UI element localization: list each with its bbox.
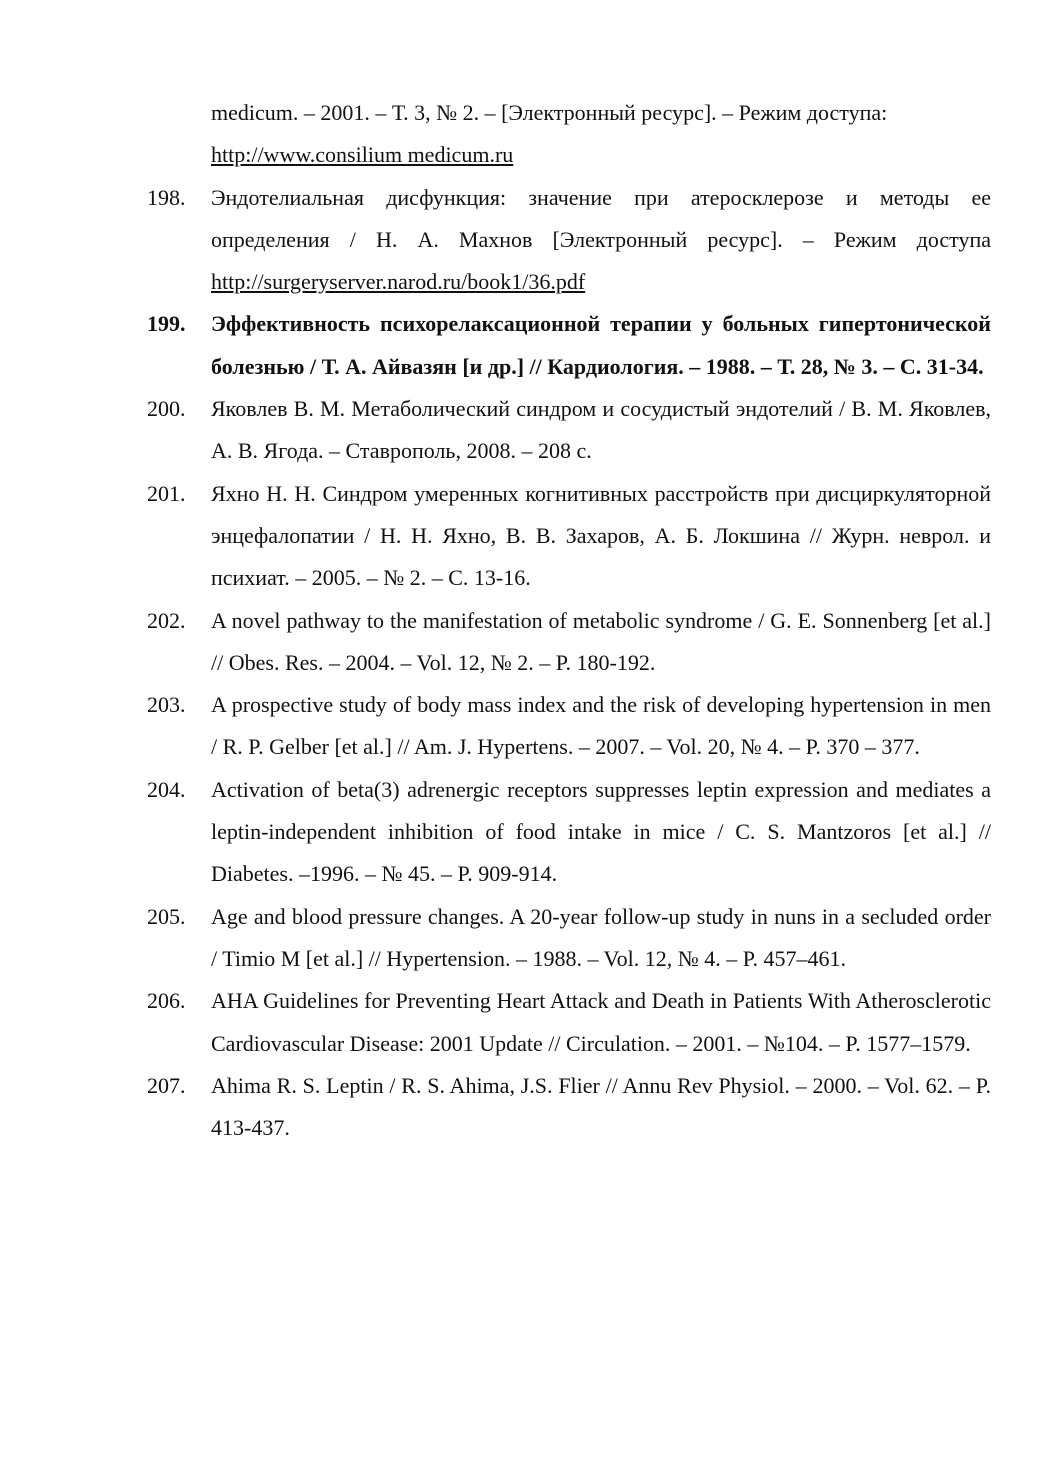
- reference-198: [147, 177, 991, 304]
- reference-text: Age and blood pressure changes. A 20-year follow-up study in nuns in a secluded order / Timio M [et al.] // Hypertension. – 1988. – Vol. 12, № 4. – P. 457–461.: [211, 903, 991, 971]
- reference-201: [147, 473, 991, 600]
- reference-body: medicum. – 2001. – Т. 3, № 2. – [Электронный ресурс]. – Режим доступа:: [211, 100, 888, 125]
- reference-203: [147, 684, 991, 769]
- reference-text: Ahima R. S. Leptin / R. S. Ahima, J.S. Flier // Annu Rev Physiol. – 2000. – Vol. 62. – P. 413-437.: [211, 1072, 991, 1141]
- reference-text: [211, 177, 991, 304]
- reference-number: 201.: [147, 480, 186, 506]
- reference-text: [211, 92, 991, 177]
- reference-200: [147, 388, 991, 473]
- reference-text: A prospective study of body mass index and the risk of developing hypertension in men / R. P. Gelber [et al.] // Am. J. Hypertens. – 2007. – Vol. 20, № 4. – P. 370 – 377.: [211, 692, 991, 760]
- reference-number: 207.: [147, 1072, 186, 1098]
- reference-number: 200.: [147, 396, 186, 422]
- reference-text: Яхно Н. Н. Синдром умеренных когнитивных расстройств при дисциркуляторной энцефалопатии / Н. Н. Яхно, В. В. Захаров, А. Б. Локшина // Журн. неврол. и психиат. – 2005. – № 2. – С. 13-16.: [211, 480, 991, 591]
- reference-199: [147, 303, 991, 388]
- reference-202: [147, 600, 991, 685]
- reference-206: [147, 980, 991, 1065]
- reference-text: Яковлев В. М. Метаболический синдром и сосудистый эндотелий / В. М. Яковлев, А. В. Ягода. – Ставрополь, 2008. – 208 с.: [211, 396, 991, 464]
- reference-number: 205.: [147, 903, 186, 929]
- reference-number: 202.: [147, 607, 186, 633]
- reference-text: Эффективность психорелаксационной терапии у больных гипертонической болезнью / Т. А. Айвазян [и др.] // Кардиология. – 1988. – Т. 28, № 3. – С. 31-34.: [211, 311, 991, 379]
- reference-text: Activation of beta(3) adrenergic receptors suppresses leptin expression and mediates a leptin-independent inhibition of food intake in mice / C. S. Mantzoros [et al.] // Diabetes. –1996. – № 45. – P. 909-914.: [211, 776, 991, 887]
- reference-number: 198.: [147, 184, 186, 210]
- reference-number: 203.: [147, 692, 186, 718]
- reference-204: [147, 769, 991, 896]
- reference-text: A novel pathway to the manifestation of metabolic syndrome / G. E. Sonnenberg [et al.] // Obes. Res. – 2004. – Vol. 12, № 2. – P. 180-192.: [211, 607, 991, 675]
- reference-link[interactable]: http://www.consilium medicum.ru: [211, 142, 514, 168]
- reference-link[interactable]: http://surgeryserver.narod.ru/book1/36.pdf: [211, 269, 586, 295]
- reference-continuation: [147, 92, 991, 177]
- reference-text: AHA Guidelines for Preventing Heart Attack and Death in Patients With Atherosclerotic Cardiovascular Disease: 2001 Update // Circulation. – 2001. – №104. – P. 1577–1579.: [211, 988, 991, 1056]
- reference-number: 206.: [147, 988, 186, 1014]
- reference-number: 204.: [147, 776, 186, 802]
- reference-number: 199.: [147, 311, 186, 337]
- reference-list: [147, 92, 991, 1149]
- reference-body: Эндотелиальная дисфункция: значение при атеросклерозе и методы ее определения / Н. А. Махнов [Электронный ресурс]. – Режим доступа: [211, 184, 991, 252]
- reference-207: [147, 1065, 991, 1150]
- reference-205: [147, 896, 991, 981]
